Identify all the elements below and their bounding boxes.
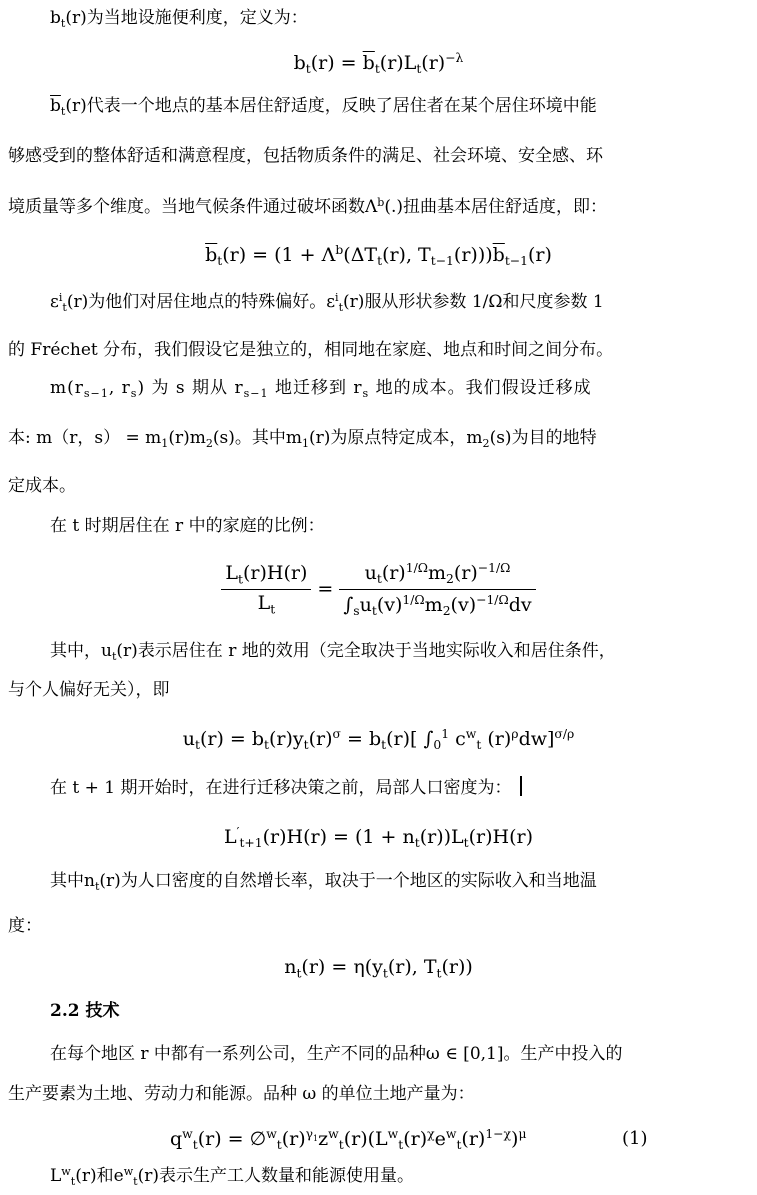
text-line: $\varepsilon^i_t(r)$为他们对居住地点的特殊偏好。$\varepsilon^i_t(r)$服从形状参数 1/Ω和尺度参数 1: [50, 291, 604, 314]
text-line: $b_t(r)$为当地设施便利度，定义为：: [50, 8, 308, 30]
text-line: 境质量等多个维度。当地气候条件通过破坏函数$\Lambda^b(.)$扭曲基本居住舒适度，即：: [8, 196, 608, 218]
equation-climate-damage: $\overline{b}_t(r) = (1 + \Lambda^b(\Delta T_t(r)$, $T_{t-1}(r)))\overline{b}_{t-1}(r)$: [205, 243, 552, 269]
text-line: 在每个地区 r 中都有一系列公司，生产不同的品种ω ∈ [0,1]。生产中投入的: [50, 1044, 623, 1064]
text-line: $\overline{b}_t(r)$代表一个地点的基本居住舒适度，反映了居住者在某个居住环境中能: [50, 96, 597, 118]
equation-utility: $u_t(r) = b_t(r)y_t(r)^\sigma = b_t(r)$[ $\int_0^1$ $c^w_t$ $(r)^\rho dw]^{\sigma/\rho}$: [182, 727, 575, 753]
text-line: 生产要素为土地、劳动力和能源。品种 ω 的单位土地产量为：: [8, 1084, 475, 1104]
text-line: 与个人偏好无关），即: [8, 680, 170, 700]
equation-density: $L'_{t+1}(r)H(r) = (1 + n_t(r))L_t(r)H(r)$: [224, 825, 533, 851]
text-line: $m(r_{s-1}$, $r_s$) 为 s 期从 $r_{s-1}$ 地迁移到 $r_s$ 地的成本。我们假设迁移成: [50, 378, 592, 400]
text-line: 在 t 时期居住在 r 中的家庭的比例：: [50, 516, 325, 536]
text-line: 度：: [8, 916, 42, 936]
equation-growth: $n_t(r) = \eta(y_t(r)$, $T_t(r)$): [284, 956, 473, 981]
text-line: 的 Fréchet 分布，我们假设它是独立的，相同地在家庭、地点和时间之间分布。: [8, 340, 614, 360]
text-line: $L^w_t(r)$和$e^w_t(r)$表示生产工人数量和能源使用量。: [50, 1165, 415, 1188]
text-line: 在 t + 1 期开始时，在进行迁移决策之前，局部人口密度为：: [50, 776, 522, 797]
equation-amenity: $b_t(r) = \overline{b}_t(r)L_t(r)^{-\lambda}$: [293, 51, 464, 77]
text-line: 够感受到的整体舒适和满意程度，包括物质条件的满足、社会环境、安全感、环: [8, 146, 603, 166]
text-line: 其中$n_t(r)$为人口密度的自然增长率，取决于一个地区的实际收入和当地温: [50, 871, 597, 893]
text-cursor: [520, 776, 522, 796]
text-line: 其中，$u_t(r)$表示居住在 r 地的效用（完全取决于当地实际收入和居住条件，: [50, 641, 616, 663]
text-line: 定成本。: [8, 476, 76, 496]
equation-share: $\frac{L_t(r)H(r)}{L_t}$ = $\frac{u_t(r)^{1/\Omega}m_2(r)^{-1/\Omega}}{\int_su_t(v)^{1/\Omega}m_2(v)^{-1/\Omega}dv}$: [0, 562, 757, 618]
section-heading: 2.2 技术: [50, 1001, 120, 1021]
text-line: 本: m（r，$s) = m_1(r)m_2(s)$。其中$m_1(r)$为原点特定成本，$m_2(s)$为目的地特: [8, 428, 597, 450]
equation-number: (1): [622, 1128, 648, 1149]
equation-output: $q^w_t(r)$ = $\emptyset^w_t(r)^{\gamma_1}z^w_t(r)(L^w_t(r)^\chi e^w_t(r)^{1-\chi})^\mu$: [170, 1127, 527, 1153]
